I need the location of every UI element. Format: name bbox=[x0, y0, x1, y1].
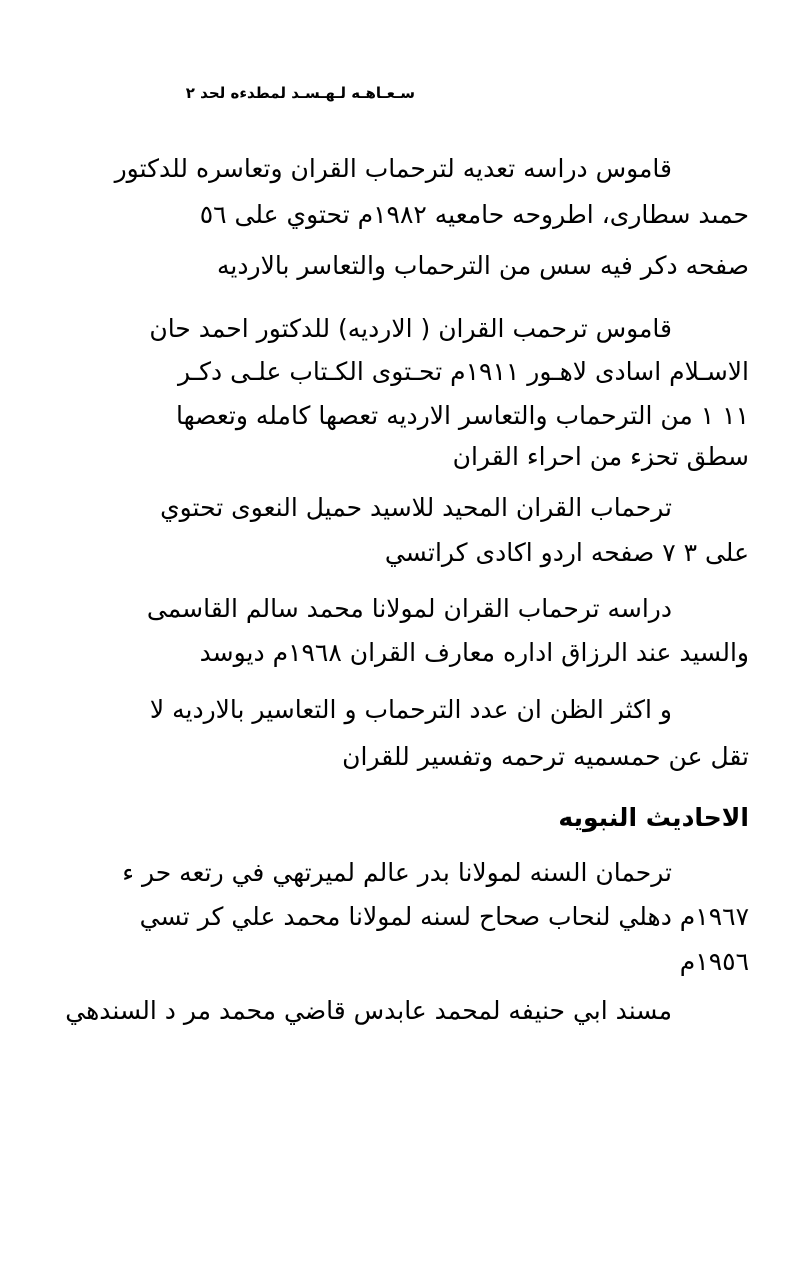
paragraph-2-line-1: قاموس ترحمب القران ( الارديه) للدكتور احمد حان bbox=[149, 314, 672, 343]
paragraph-2-line-3: ١١ ١ من الترحماب والتعاسر الارديه تعصها كامله وتعصها bbox=[176, 401, 749, 430]
paragraph-1-line-1: قاموس دراسه تعديه لترحماب القران وتعاسره للدكتور bbox=[114, 154, 672, 183]
paragraph-6-line-1: ترحمان السنه لمولانا بدر عالم لميرتهي في رتعه حر ء bbox=[122, 858, 672, 887]
paragraph-6-line-2: ١٩٦٧م دهلي لنحاب صحاح لسنه لمولانا محمد علي كر تسي bbox=[139, 902, 749, 931]
paragraph-2-line-2: الاسـلام اسادى لاهـور ١٩١١م تحـتوى الكـتاب علـى دكـر bbox=[177, 357, 749, 386]
paragraph-7-line-1: مسند ابي حنيفه لمحمد عابدس قاضي محمد مر د السندهي bbox=[65, 996, 672, 1025]
paragraph-5-line-2: تقل عن حمسميه ترحمه وتفسير للقران bbox=[342, 742, 749, 771]
paragraph-3-line-2: على ٣ ٧ صفحه اردو اكادى كراتسي bbox=[384, 538, 749, 567]
paragraph-1-line-3: صفحه دكر فيه سس من الترحماب والتعاسر بالارديه bbox=[217, 251, 749, 280]
paragraph-6-line-3: ١٩٥٦م bbox=[679, 947, 749, 976]
section-heading: الاحاديث النبويه bbox=[558, 803, 749, 832]
paragraph-2-line-4: سطق تحزء من احراء القران bbox=[452, 442, 749, 471]
paragraph-5-line-1: و اكثر الظن ان عدد الترحماب و التعاسير بالارديه لا bbox=[149, 695, 672, 724]
paragraph-3-line-1: ترحماب القران المحيد للاسيد حميل النعوى تحتوي bbox=[160, 493, 672, 522]
paragraph-1-line-2: حمىد سطارى، اطروحه حامعيه ١٩٨٢م تحتوي على ٥٦ bbox=[199, 200, 749, 229]
paragraph-4-line-2: والسيد عند الرزاق اداره معارف القران ١٩٦٨م ديوسد bbox=[199, 638, 749, 667]
running-header: سـعـاهـه لـهـسـد لمطدءه لحد ٢ bbox=[185, 84, 415, 102]
paragraph-4-line-1: دراسه ترحماب القران لمولانا محمد سالم القاسمى bbox=[146, 594, 672, 623]
